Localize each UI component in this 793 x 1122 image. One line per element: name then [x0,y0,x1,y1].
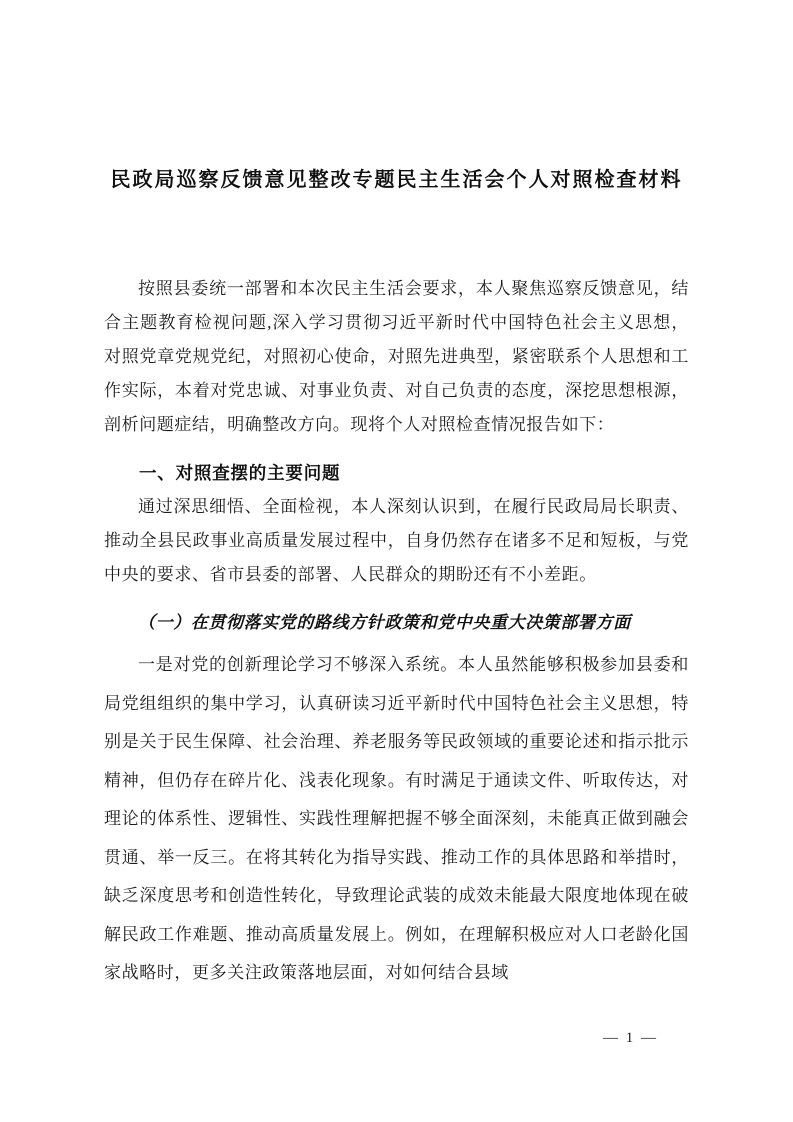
document-title: 民政局巡察反馈意见整改专题民主生活会个人对照检查材料 [110,169,683,191]
section-one-lead-paragraph: 通过深思细悟、全面检视，本人深刻认识到，在履行民政局局长职责、推动全县民政事业高质量发展过程中，自身仍然存在诸多不足和短板，与党中央的要求、省市县委的部署、人民群众的期盼还有不小差距。 [104,497,689,584]
subsection-one-heading: （一）在贯彻落实党的路线方针政策和党中央重大决策部署方面 [138,613,631,632]
page-number: — 1 — [603,1030,658,1046]
section-one-heading: 一、对照查摆的主要问题 [139,463,341,483]
page-content [104,0,689,993]
subsection-one-paragraph: 一是对党的创新理论学习不够深入系统。本人虽然能够积极参加县委和局党组组织的集中学习，认真研读习近平新时代中国特色社会主义思想，特别是关于民生保障、社会治理、养老服务等民政领域的重要论述和指示批示精神，但仍存在碎片化、浅表化现象。有时满足于通读文件、听取传达，对理论的体系性、逻辑性、实践性理解把握不够全面深刻，未能真正做到融会贯通、举一反三。在将其转化为指导实践、推动工作的具体思路和举措时，缺乏深度思考和创造性转化，导致理论武装的成效未能最大限度地体现在破解民政工作难题、推动高质量发展上。例如，在理解积极应对人口老龄化国家战略时，更多关注政策落地层面，对如何结合县域 [104,655,689,982]
intro-paragraph: 按照县委统一部署和本次民主生活会要求，本人聚焦巡察反馈意见，结合主题教育检视问题,深入学习贯彻习近平新时代中国特色社会主义思想，对照党章党规党纪，对照初心使命，对照先进典型，紧密联系个人思想和工作实际，本着对党忠诚、对事业负责、对自己负责的态度，深挖思想根源，剖析问题症结，明确整改方向。现将个人对照检查情况报告如下： [104,279,689,434]
